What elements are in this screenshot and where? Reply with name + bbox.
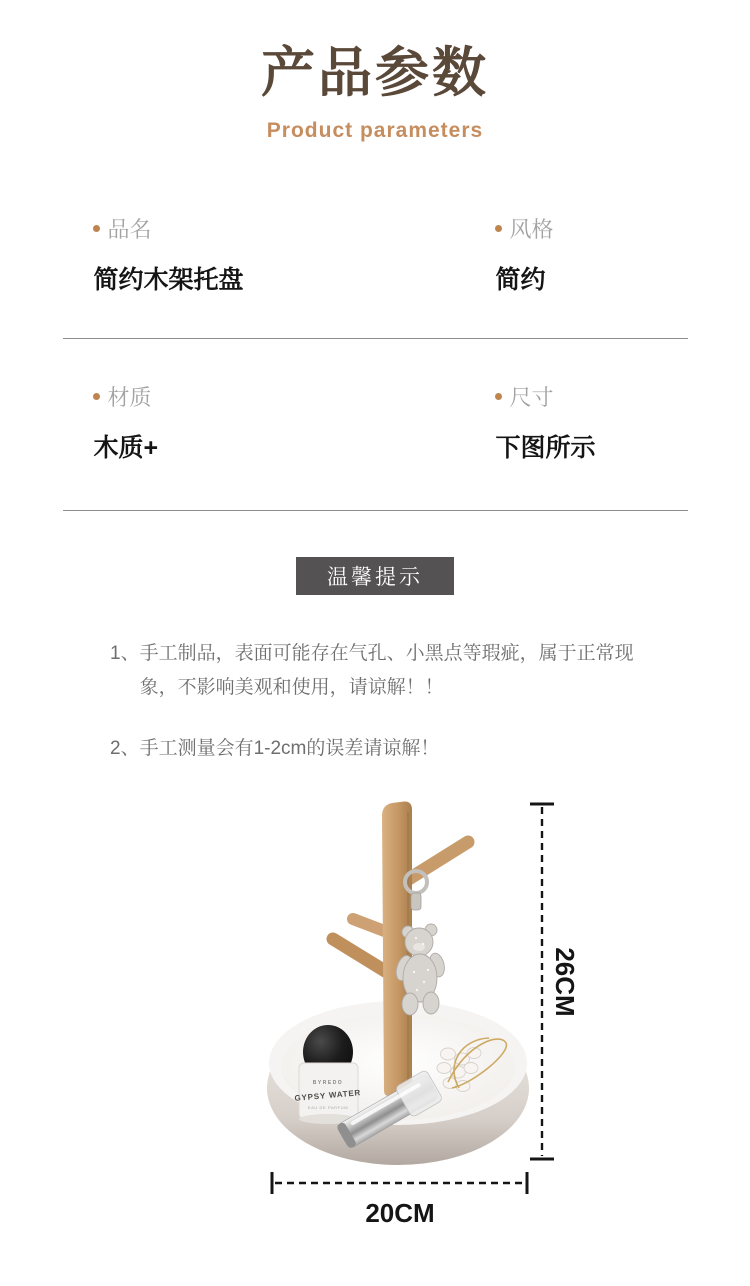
parameter-label-text: 尺寸 xyxy=(509,385,554,410)
branch-upper-right xyxy=(404,842,468,882)
parameter-cell-name xyxy=(93,213,495,296)
parameters-section xyxy=(63,205,688,511)
perfume-brand-label: BYREDO xyxy=(312,1080,344,1087)
parameter-cell-material xyxy=(93,381,495,464)
page-title: 产品参数 xyxy=(261,43,489,103)
parameter-value: 简约 xyxy=(495,266,546,294)
notes-list xyxy=(110,637,666,765)
parameter-label xyxy=(93,213,495,244)
note-item xyxy=(110,637,666,705)
product-photo xyxy=(0,792,750,1232)
divider xyxy=(63,510,688,511)
parameter-value: 木质+ xyxy=(93,434,159,462)
perfume-sub-label: EAU DE PARFUM xyxy=(307,1105,349,1111)
parameter-label xyxy=(495,381,688,412)
note-item xyxy=(110,732,666,766)
parameter-row xyxy=(63,205,688,338)
parameter-label-text: 材质 xyxy=(107,385,152,410)
note-number: 1、 xyxy=(110,643,140,664)
product-figure xyxy=(0,792,750,1232)
note-text: 手工测量会有1-2cm的误差请谅解！ xyxy=(139,737,440,759)
parameter-row xyxy=(63,339,688,510)
parameter-label xyxy=(93,381,495,412)
width-dimension xyxy=(272,1172,527,1228)
bullet-dot-icon xyxy=(495,393,502,400)
bullet-dot-icon xyxy=(93,225,100,232)
parameter-cell-style xyxy=(495,213,688,296)
width-dimension-label: 20CM xyxy=(365,1198,435,1229)
parameter-value: 下图所示 xyxy=(495,434,596,462)
parameter-label-text: 品名 xyxy=(107,217,152,242)
branch-lower-left xyxy=(333,939,390,974)
note-number: 2、 xyxy=(110,737,140,759)
bullet-dot-icon xyxy=(495,225,502,232)
height-dimension xyxy=(530,804,580,1159)
parameter-value: 简约木架托盘 xyxy=(93,266,244,294)
note-text: 手工制品，表面可能存在气孔、小黑点等瑕疵，属于正常现象，不影响美观和使用，请谅解！！ xyxy=(139,643,634,698)
parameter-label-text: 风格 xyxy=(509,217,554,242)
height-dimension-label: 26CM xyxy=(550,947,581,1018)
page-subtitle: Product parameters xyxy=(266,119,484,142)
bullet-dot-icon xyxy=(93,393,100,400)
perfume-name-label: GYPSY WATER xyxy=(294,1088,362,1104)
parameter-cell-size xyxy=(495,381,688,464)
tips-badge: 温馨提示 xyxy=(296,557,454,595)
parameter-label xyxy=(495,213,688,244)
